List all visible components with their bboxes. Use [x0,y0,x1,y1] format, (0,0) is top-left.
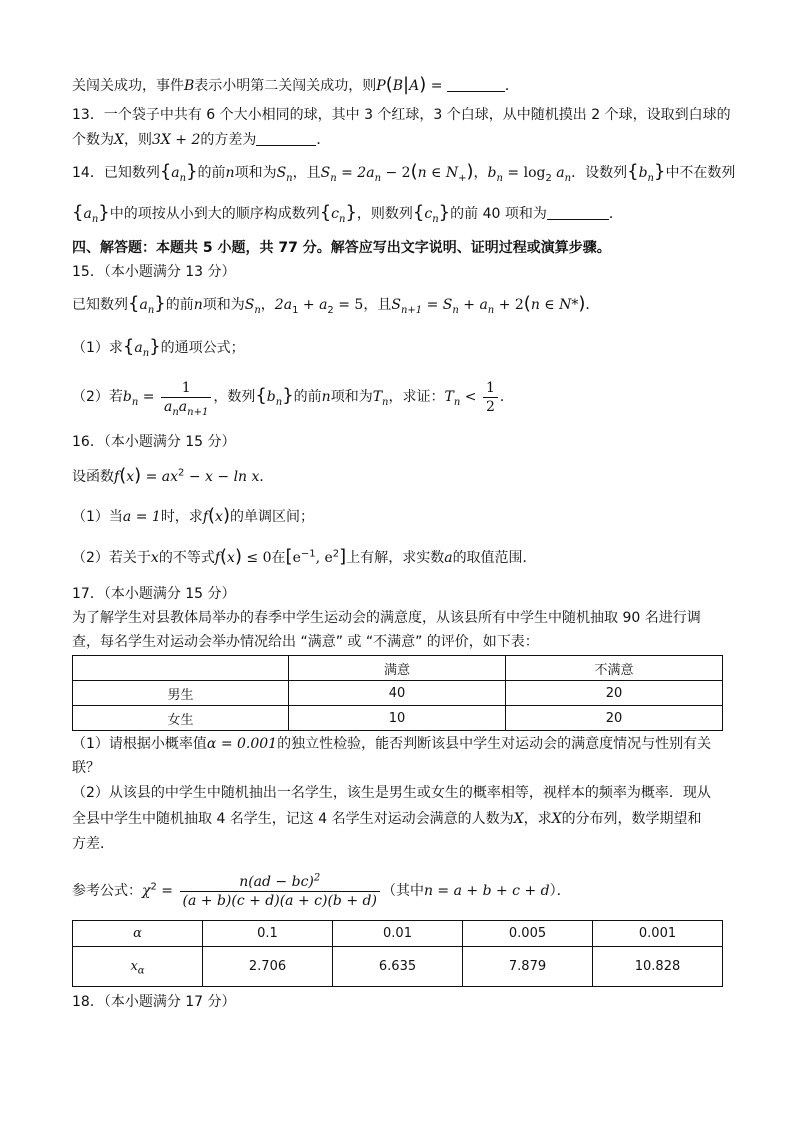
q17-part2-line3: 方差． [72,836,114,852]
answer-blank[interactable] [256,131,316,146]
survey-table [72,655,723,731]
q15-part2: （2）若$b_n$ = $\frac{1}{a_na_{n+1}}$ ，数列$\{b_n\}$的前n项和为$T_n$，求证：$T_n$ < $\frac{1}{2}$ ． [72,379,514,418]
table-row: $x_\alpha$ 2.706 6.635 7.879 10.828 [73,947,723,987]
critical-value-table [72,920,723,987]
q14-line1: 14．已知数列$\{a_n\}$的前n项和为$S_n$，且$S_n = 2a_n - 2(n$ ∈ $N_+$)，$b_n = \log_2 a_n$．设数列$\{b_n\}$中不在数列 [72,161,736,184]
q17-part1-line1: （1）请根据小概率值α = 0.001的独立性检验，能否判断该县中学生对运动会的满意度情况与性别有关 [72,736,712,752]
q17-part2-line2: 全县中学生中随机抽取 4 名学生，记这 4 名学生对运动会满意的人数为X，求X的分布列，数学期望和 [72,811,702,827]
answer-blank[interactable] [447,77,505,92]
q15-heading: 15．（本小题满分 13 分） [72,264,236,280]
q15-stem: 已知数列$\{a_n\}$的前n项和为$S_n$，$2a_1 + a_2 = 5$，且$S_{n+1} = S_n + a_n + 2(n$ ∈ N*)． [72,293,600,316]
fraction: $\frac{1}{a_na_{n+1}}$ [161,379,211,416]
section-heading: 四、解答题：本题共 5 小题，共 77 分。解答应写出文字说明、证明过程或演算步骤。 [72,240,611,256]
q13-line2: 个数为X，则3X + 2的方差为 ． [72,132,331,148]
q16-heading: 16．（本小题满分 15 分） [72,434,236,450]
q17-part1-line2: 联？ [72,760,100,776]
q16-part1: （1）当a = 1时，求f(x)的单调区间； [72,505,314,526]
q12-tail-line: 关闯关成功，事件B表示小明第二关闯关成功，则P(B|A) = ． [72,74,519,95]
q15-part1: （1）求$\{a_n\}$的通项公式； [72,336,245,359]
q17-line1: 为了解学生对县教体局举办的春季中学生运动会的满意度，从该县所有中学生中随机抽取 90 名进行调 [72,610,701,626]
q16-part2: （2）若关于x的不等式f(x) ≤ 0在[$e^{-1}$, $e^2$]上有解，求实数a的取值范围． [72,546,537,567]
q16-stem: 设函数$f(x) = ax^2 - x - \ln x$． [72,465,274,486]
chi-square-fraction: $\frac{n(ad - bc)^2}{(a + b)(c + d)(a + c)(b + d)}$ [180,873,380,910]
table-row: 女生 10 20 [73,706,723,731]
answer-blank[interactable] [547,205,609,220]
table-header-row: 满意 不满意 [73,656,723,681]
q14-line2: $\{a_n\}$中的项按从小到大的顺序构成数列$\{c_n\}$，则数列$\{c_n\}$的前 40 项和为 ． [72,202,623,225]
fraction-half: $\frac{1}{2}$ [483,379,498,416]
q17-heading: 17．（本小题满分 15 分） [72,586,236,602]
table-row: α 0.1 0.01 0.005 0.001 [73,921,723,947]
q18-heading: 18．（本小题满分 17 分） [72,994,236,1010]
q17-part2-line1: （2）从该县的中学生中随机抽出一名学生，该生是男生或女生的概率相等，视样本的频率为概率．现从 [72,785,711,801]
q17-line2: 查，每名学生对运动会举办情况给出 “满意” 或 “不满意” 的评价，如下表： [72,634,539,650]
q13-line1: 13．一个袋子中共有 6 个大小相同的球，其中 3 个红球，3 个白球，从中随机摸出 2 个球，设取到白球的 [72,107,731,123]
table-row: 男生 40 20 [73,681,723,706]
reference-formula: 参考公式：$\chi^2$ = $\frac{n(ad - bc)^2}{(a + b)(c + d)(a + c)(b + d)}$ （其中n = a + b + c + d）． [72,871,571,909]
